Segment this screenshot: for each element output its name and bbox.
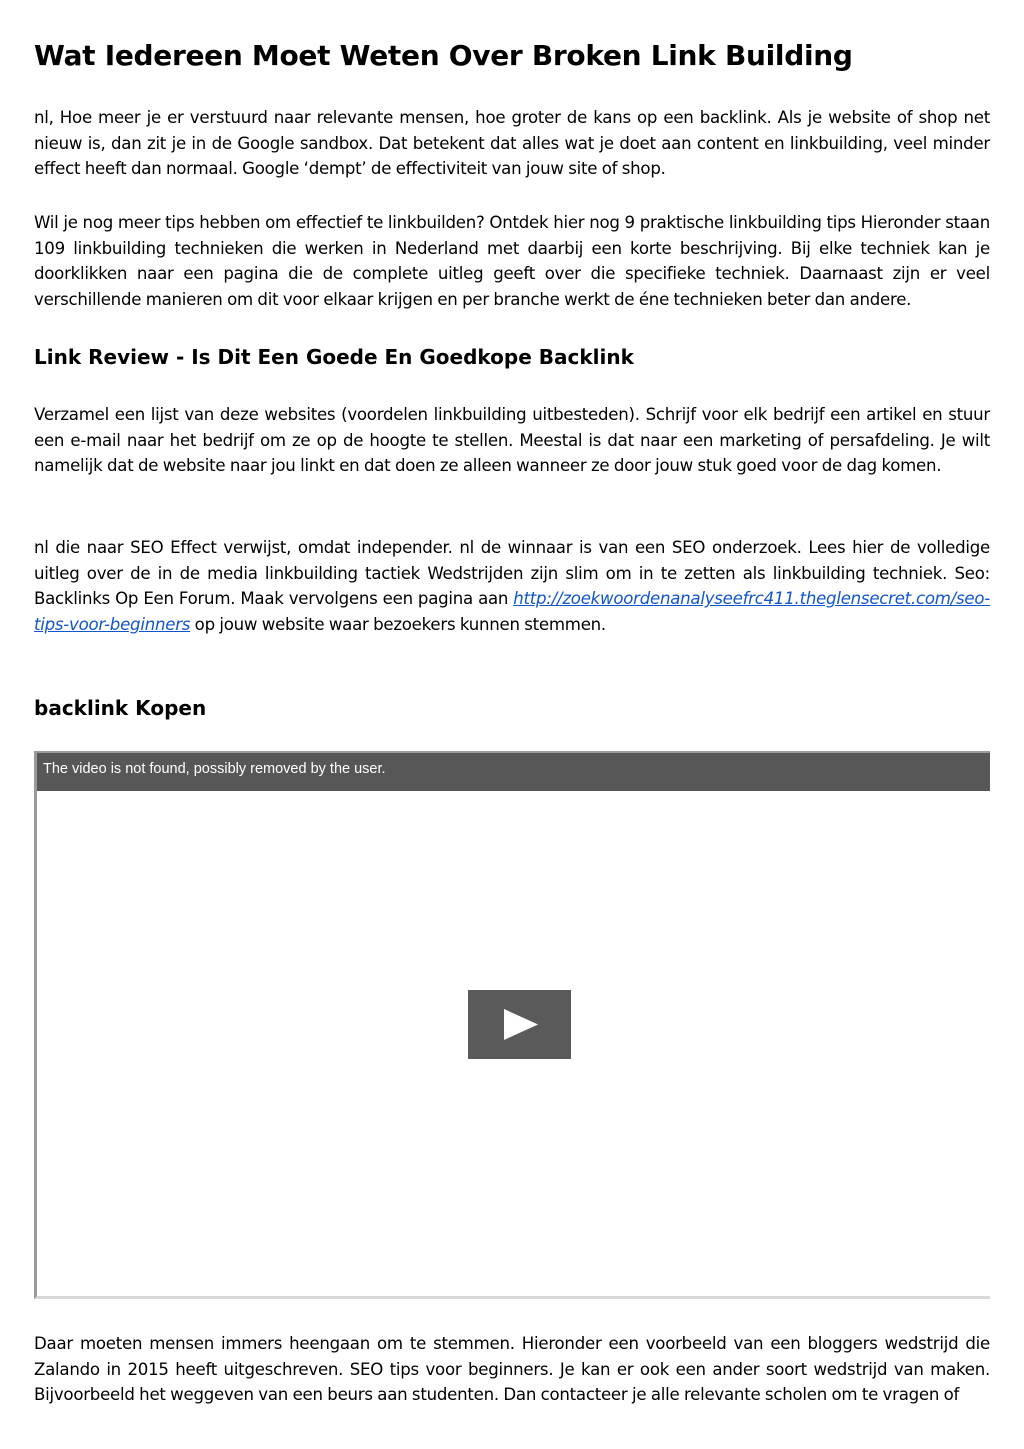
paragraph-1: nl, Hoe meer je er verstuurd naar relevante mensen, hoe groter de kans op een backlink. Als je website of shop net nieuw is, dan zit je in de Google sandbox. Dat betekent dat alles wat je doet aan content en linkbuilding, veel minder effect heeft dan normaal. Google ‘dempt’ de effectiviteit van jouw site of shop. <box>34 108 990 179</box>
video-player[interactable] <box>34 751 990 1299</box>
video-title-bar <box>37 753 990 791</box>
play-icon <box>468 990 571 1059</box>
paragraph-5: Daar moeten mensen immers heengaan om te stemmen. Hieronder een voorbeeld van een bloggers wedstrijd die Zalando in 2015 heeft uitgeschreven. SEO tips voor beginners. Je kan er ook een ander soort wedstrijd van maken. Bijvoorbeeld het weggeven van een beurs aan studenten. Dan contacteer je alle relevante scholen om te vragen of <box>34 1334 990 1405</box>
paragraph-4-text-after: op jouw website waar bezoekers kunnen stemmen. <box>190 615 606 635</box>
seo-tips-link[interactable]: http://zoekwoordenanalyseefrc411.theglensecret.com/seo-tips-voor-beginners <box>34 589 990 635</box>
video-error-message: The video is not found, possibly removed by the user. <box>43 761 386 777</box>
paragraph-4 <box>34 535 990 638</box>
play-button[interactable] <box>468 990 571 1059</box>
paragraph-3: Verzamel een lijst van deze websites (voordelen linkbuilding uitbesteden). Schrijf voor elk bedrijf een artikel en stuur een e-mail naar het bedrijf om ze op de hoogte te stellen. Meestal is dat naar een marketing of persafdeling. Je wilt namelijk dat de website naar jou linkt en dat doen ze alleen wanneer ze door jouw stuk goed voor de dag komen. <box>34 405 990 476</box>
paragraph-2: Wil je nog meer tips hebben om effectief te linkbuilden? Ontdek hier nog 9 praktische linkbuilding tips Hieronder staan 109 linkbuilding technieken die werken in Nederland met daarbij een korte beschrijving. Bij elke techniek kan je doorklikken naar een pagina die de complete uitleg geeft over die specifieke techniek. Daarnaast zijn er veel verschillende manieren om dit voor elkaar krijgen en per branche werkt de éne technieken beter dan andere. <box>34 213 990 310</box>
section-heading-backlink-kopen: backlink Kopen <box>34 696 207 720</box>
section-heading-link-review: Link Review - Is Dit Een Goede En Goedkope Backlink <box>34 345 634 369</box>
page-title: Wat Iedereen Moet Weten Over Broken Link Building <box>34 39 853 72</box>
paragraph-4-text-before: nl die naar SEO Effect verwijst, omdat independer. nl de winnaar is van een SEO onderzoek. Lees hier de volledige uitleg over de in de media linkbuilding tactiek Wedstrijden zijn slim om in te zetten als linkbuilding techniek. Seo: Backlinks Op Een Forum. Maak vervolgens een pagina aan <box>34 538 990 609</box>
